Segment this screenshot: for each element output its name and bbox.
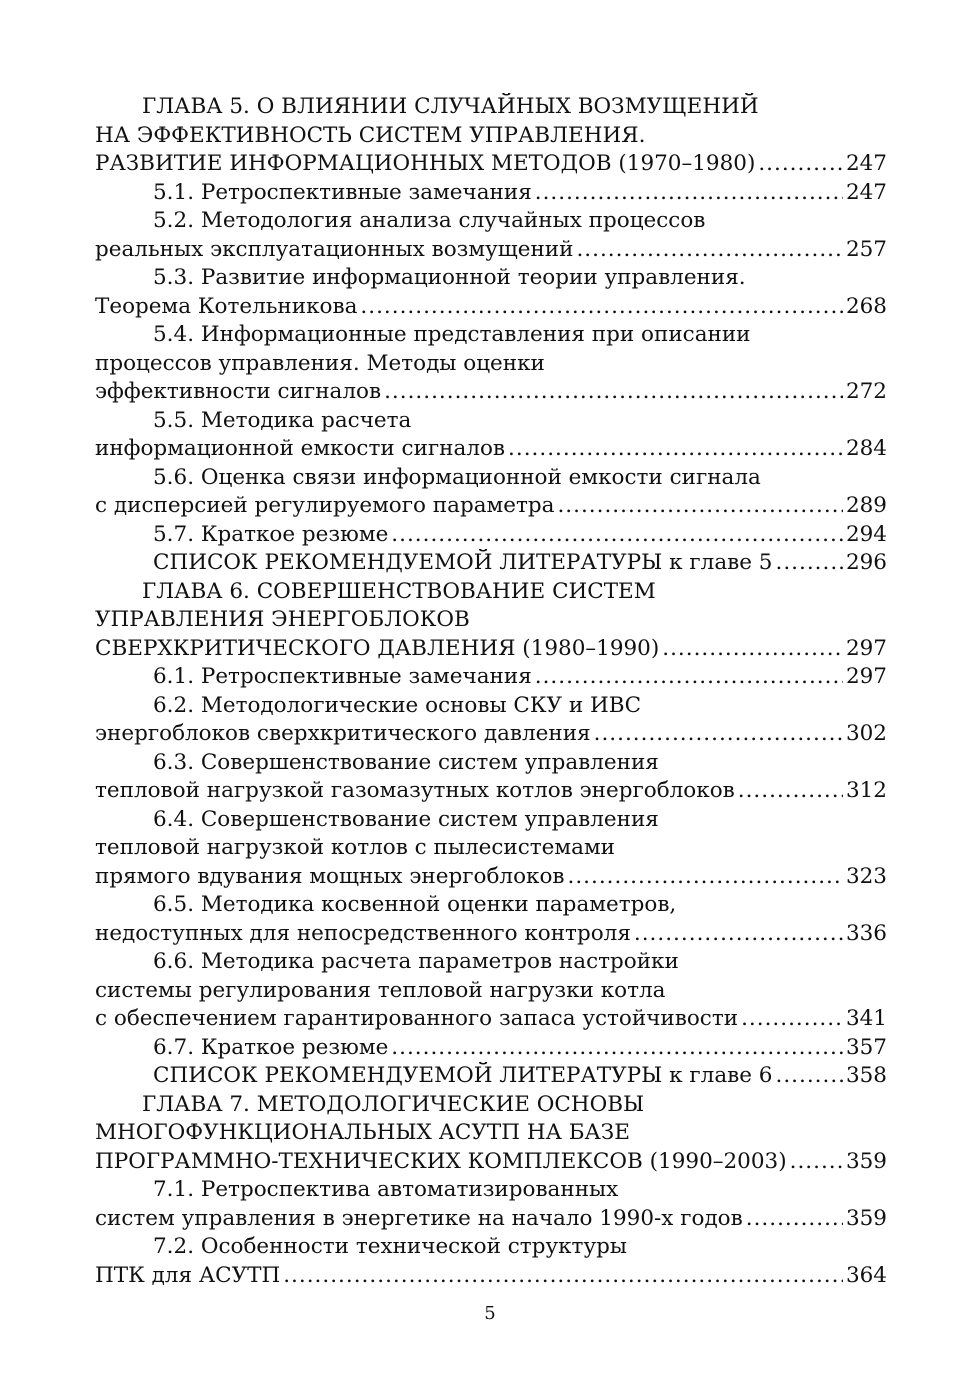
toc-line — [95, 521, 887, 550]
toc-entry-text: 5.1. Ретроспективные замечания — [153, 179, 532, 205]
toc-entry-text: УПРАВЛЕНИЯ ЭНЕРГОБЛОКОВ — [95, 607, 470, 632]
toc-entry-text: 6.3. Совершенствование систем управления — [153, 749, 659, 775]
toc-page-number: 341 — [845, 1006, 887, 1031]
toc-page-number: 296 — [845, 550, 887, 575]
toc-page-number: 359 — [845, 1205, 887, 1231]
toc-entry-text: реальных эксплуатационных возмущений — [95, 236, 574, 262]
toc-entry-text: процессов управления. Методы оценки — [95, 350, 545, 376]
dot-leader — [568, 863, 843, 892]
toc-section-entry — [95, 948, 887, 1034]
toc-entry-text: 6.1. Ретроспективные замечания — [153, 664, 532, 689]
toc-entry-text: 5.7. Краткое резюме — [153, 521, 389, 547]
toc-page-number: 294 — [845, 521, 887, 547]
toc-line — [95, 1205, 887, 1234]
dot-leader — [508, 435, 843, 464]
toc-line — [95, 1176, 887, 1205]
toc-line — [95, 435, 887, 464]
toc-page-number: 257 — [845, 236, 887, 262]
toc-line — [95, 150, 887, 179]
dot-leader — [535, 663, 843, 692]
toc-page-number: 289 — [845, 493, 887, 518]
toc-line — [95, 179, 887, 208]
toc-section-entry — [95, 549, 887, 578]
toc-page-number: 247 — [845, 179, 887, 205]
toc-section-entry — [95, 1233, 887, 1290]
dot-leader — [662, 635, 843, 664]
toc-page-number: 268 — [845, 293, 887, 319]
dot-leader — [746, 1205, 843, 1234]
toc-entry-text: эффективности сигналов — [95, 379, 382, 404]
toc-line — [95, 93, 887, 122]
toc-entry-text: 7.1. Ретроспектива автоматизированных — [153, 1177, 619, 1202]
toc-chapter-entry — [95, 578, 887, 664]
toc-entry-text: 5.6. Оценка связи информационной емкости сигнала — [153, 464, 761, 490]
toc-entry-text: СПИСОК РЕКОМЕНДУЕМОЙ ЛИТЕРАТУРЫ к главе 6 — [153, 1063, 773, 1088]
toc-entry-text: РАЗВИТИЕ ИНФОРМАЦИОННЫХ МЕТОДОВ (1970–1980) — [95, 151, 756, 176]
toc-line — [95, 207, 887, 236]
toc-section-entry — [95, 663, 887, 692]
toc-line — [95, 549, 887, 578]
toc-entry-text: 5.5. Методика расчета — [153, 407, 412, 433]
dot-leader — [557, 492, 843, 521]
toc-line — [95, 492, 887, 521]
toc-entry-text: 6.7. Краткое резюме — [153, 1034, 389, 1060]
toc-page-number: 302 — [845, 721, 887, 746]
toc-entry-text: ПТК для АСУТП — [95, 1262, 281, 1288]
toc-line — [95, 1119, 887, 1148]
toc-entry-text: СВЕРХКРИТИЧЕСКОГО ДАВЛЕНИЯ (1980–1990) — [95, 635, 660, 661]
toc-entry-text: ГЛАВА 5. О ВЛИЯНИИ СЛУЧАЙНЫХ ВОЗМУЩЕНИЙ — [142, 94, 759, 119]
toc-section-entry — [95, 464, 887, 521]
toc-section-entry — [95, 749, 887, 806]
toc-entry-text: ПРОГРАММНО-ТЕХНИЧЕСКИХ КОМПЛЕКСОВ (1990–2003) — [95, 1148, 787, 1174]
toc-section-entry — [95, 207, 887, 264]
toc-line — [95, 1005, 887, 1034]
toc-section-entry — [95, 407, 887, 464]
toc-line — [95, 321, 887, 350]
dot-leader — [283, 1262, 843, 1291]
dot-leader — [594, 720, 843, 749]
toc-entry-text: информационной емкости сигналов — [95, 436, 506, 461]
toc-section-entry — [95, 179, 887, 208]
table-of-contents — [95, 93, 887, 1290]
toc-line — [95, 720, 887, 749]
toc-entry-text: 7.2. Особенности технической структуры — [153, 1234, 627, 1259]
toc-line — [95, 350, 887, 379]
toc-section-entry — [95, 891, 887, 948]
toc-line — [95, 264, 887, 293]
page-number: 5 — [484, 1303, 496, 1324]
toc-section-entry — [95, 692, 887, 749]
toc-entry-text: тепловой нагрузкой газомазутных котлов энергоблоков — [95, 778, 735, 803]
dot-leader — [775, 549, 842, 578]
toc-line — [95, 777, 887, 806]
toc-entry-text: 5.4. Информационные представления при описании — [153, 322, 751, 347]
toc-line — [95, 806, 887, 835]
toc-line — [95, 977, 887, 1006]
toc-page-number: 323 — [845, 863, 887, 889]
toc-line — [95, 663, 887, 692]
toc-entry-text: 6.4. Совершенствование систем управления — [153, 806, 659, 832]
toc-entry-text: ГЛАВА 7. МЕТОДОЛОГИЧЕСКИЕ ОСНОВЫ — [142, 1091, 645, 1117]
toc-page-number: 312 — [845, 778, 887, 803]
toc-entry-text: энергоблоков сверхкритического давления — [95, 721, 591, 746]
toc-line — [95, 1262, 887, 1291]
toc-section-entry — [95, 264, 887, 321]
toc-page-number: 364 — [845, 1262, 887, 1288]
toc-entry-text: с обеспечением гарантированного запаса устойчивости — [95, 1006, 739, 1031]
toc-line — [95, 1148, 887, 1177]
toc-page-number: 357 — [845, 1034, 887, 1060]
toc-entry-text: системы регулирования тепловой нагрузки котла — [95, 977, 666, 1003]
toc-entry-text: 6.5. Методика косвенной оценки параметров, — [153, 892, 677, 917]
toc-entry-text: 6.2. Методологические основы СКУ и ИВС — [153, 692, 642, 718]
toc-entry-text: СПИСОК РЕКОМЕНДУЕМОЙ ЛИТЕРАТУРЫ к главе 5 — [153, 550, 773, 575]
dot-leader — [738, 777, 843, 806]
toc-entry-text: недоступных для непосредственного контроля — [95, 920, 631, 946]
toc-line — [95, 834, 887, 863]
dot-leader — [775, 1062, 842, 1091]
dot-leader — [758, 150, 843, 179]
toc-line — [95, 236, 887, 265]
toc-line — [95, 1062, 887, 1091]
toc-line — [95, 578, 887, 607]
toc-line — [95, 606, 887, 635]
toc-line — [95, 293, 887, 322]
toc-section-entry — [95, 321, 887, 407]
toc-section-entry — [95, 1176, 887, 1233]
dot-leader — [634, 920, 843, 949]
dot-leader — [790, 1148, 843, 1177]
dot-leader — [741, 1005, 843, 1034]
toc-entry-text: ГЛАВА 6. СОВЕРШЕНСТВОВАНИЕ СИСТЕМ — [142, 578, 656, 604]
dot-leader — [384, 378, 843, 407]
toc-line — [95, 122, 887, 151]
toc-entry-text: тепловой нагрузкой котлов с пылесистемами — [95, 835, 615, 860]
dot-leader — [360, 293, 843, 322]
dot-leader — [391, 521, 843, 550]
toc-line — [95, 948, 887, 977]
toc-chapter-entry — [95, 93, 887, 179]
toc-line — [95, 749, 887, 778]
toc-page-number: 359 — [845, 1148, 887, 1174]
toc-entry-text: Теорема Котельникова — [95, 293, 358, 319]
toc-entry-text: с дисперсией регулируемого параметра — [95, 493, 555, 518]
toc-page-number: 358 — [845, 1063, 887, 1088]
dot-leader — [576, 236, 843, 265]
toc-page-number: 247 — [845, 151, 887, 176]
toc-line — [95, 891, 887, 920]
toc-section-entry — [95, 1034, 887, 1063]
toc-line — [95, 1233, 887, 1262]
toc-line — [95, 1034, 887, 1063]
toc-page-number: 284 — [845, 436, 887, 461]
toc-line — [95, 464, 887, 493]
toc-section-entry — [95, 521, 887, 550]
toc-section-entry — [95, 1062, 887, 1091]
toc-page-number: 336 — [845, 920, 887, 946]
dot-leader — [535, 179, 843, 208]
toc-line — [95, 635, 887, 664]
toc-line — [95, 692, 887, 721]
toc-line — [95, 1091, 887, 1120]
toc-entry-text: МНОГОФУНКЦИОНАЛЬНЫХ АСУТП НА БАЗЕ — [95, 1120, 630, 1145]
toc-entry-text: систем управления в энергетике на начало 1990-х годов — [95, 1205, 743, 1231]
toc-line — [95, 863, 887, 892]
toc-chapter-entry — [95, 1091, 887, 1177]
dot-leader — [391, 1034, 843, 1063]
toc-page-number: 297 — [845, 635, 887, 661]
toc-entry-text: 6.6. Методика расчета параметров настройки — [153, 949, 679, 974]
toc-entry-text: НА ЭФФЕКТИВНОСТЬ СИСТЕМ УПРАВЛЕНИЯ. — [95, 122, 646, 148]
toc-entry-text: 5.2. Методология анализа случайных процессов — [153, 208, 706, 233]
toc-line — [95, 407, 887, 436]
toc-page-number: 297 — [845, 664, 887, 689]
toc-section-entry — [95, 806, 887, 892]
toc-page-number: 272 — [845, 379, 887, 404]
toc-line — [95, 378, 887, 407]
toc-line — [95, 920, 887, 949]
toc-entry-text: прямого вдувания мощных энергоблоков — [95, 863, 565, 889]
toc-entry-text: 5.3. Развитие информационной теории управления. — [153, 265, 746, 290]
